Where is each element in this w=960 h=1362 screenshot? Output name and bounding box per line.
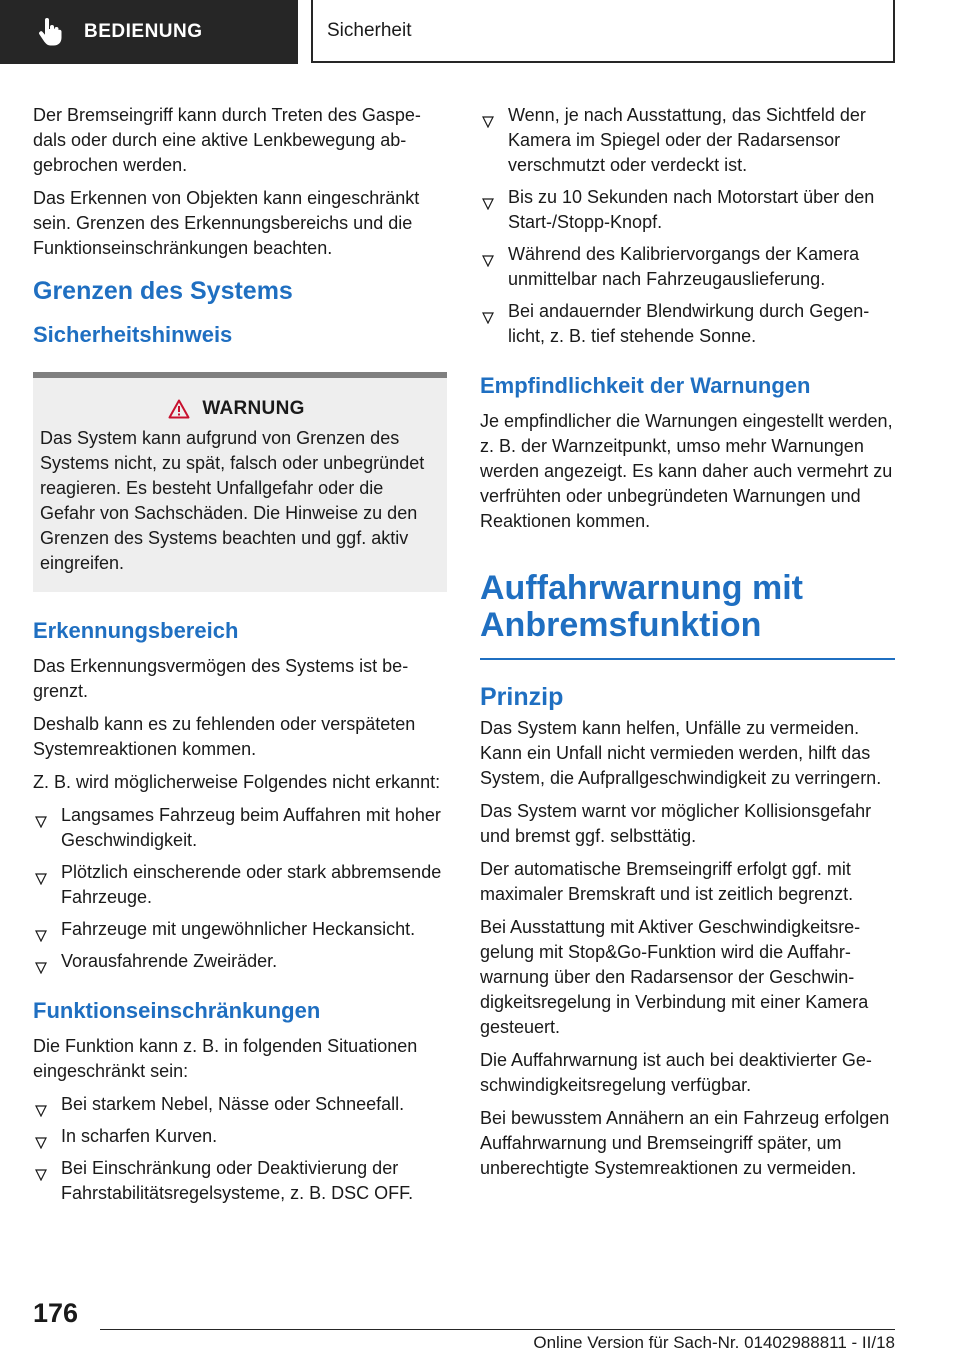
triangle-bullet-icon (35, 867, 47, 879)
triangle-bullet-icon (35, 924, 47, 936)
list-item: Plötzlich einscherende oder stark abbremsende Fahrzeuge. (33, 860, 447, 910)
chapter-title (480, 570, 895, 660)
triangle-bullet-icon (35, 1163, 47, 1175)
paragraph: Deshalb kann es zu fehlenden oder verspäteten Systemreaktionen kommen. (33, 714, 416, 759)
list-item: Vorausfahrende Zweiräder. (33, 949, 447, 974)
list-item: Bis zu 10 Sekunden nach Motorstart über den Start-/Stopp-Knopf. (480, 185, 895, 235)
principle-title: Prinzip (480, 683, 564, 711)
section-tab (311, 0, 895, 63)
warning-title: WARNUNG (202, 398, 305, 419)
paragraph: Bei Ausstattung mit Aktiver Geschwindigkeitsregelung mit Stop&Go-Funktion wird die Auffahrwarnung über den Radarsensor der Geschwindigkeitsregelung in Verbindung mit einer Kamera gesteuert. (480, 917, 869, 1037)
list-item: Langsames Fahrzeug beim Auffahren mit hoher Geschwindigkeit. (33, 803, 447, 853)
paragraph: Das Erkennen von Objekten kann eingeschränkt sein. Grenzen des Erkennungsbereichs und die Funktionseinschränkungen beachten. (33, 188, 420, 258)
safety-title: Sicherheitshinweis (33, 322, 233, 347)
list-item: Bei starkem Nebel, Nässe oder Schneefall. (33, 1092, 447, 1117)
chapter-title-line1: Auffahrwarnung mit (480, 569, 803, 607)
paragraph: Der automatische Bremseingriff erfolgt ggf. mit maximaler Bremskraft und ist zeitlich begrenzt. (480, 859, 854, 904)
warning-triangle-icon (168, 399, 190, 419)
footer-divider (100, 1329, 895, 1330)
list-item: Bei andauernder Blendwirkung durch Gegenlicht, z. B. tief stehende Sonne. (480, 299, 895, 349)
section-title: Grenzen des Systems (33, 277, 293, 305)
online-version-note: Online Version für Sach-Nr. 01402988811 - II/18 (533, 1333, 895, 1352)
limitations-list-continued (480, 103, 895, 349)
right-column (480, 103, 895, 1189)
list-item: Während des Kalibriervorgangs der Kamera unmittelbar nach Fahrzeugauslieferung. (480, 242, 895, 292)
warning-box (33, 372, 447, 592)
paragraph: Bei bewusstem Annähern an ein Fahrzeug erfolgen Auffahrwarnung und Bremseingriff später, um unberechtigte Systemreaktionen zu vermeiden. (480, 1108, 890, 1178)
list-item: Fahrzeuge mit ungewöhnlicher Heckansicht. (33, 917, 447, 942)
chapter-tab (0, 0, 298, 64)
paragraph: Z. B. wird möglicherweise Folgendes nicht erkannt: (33, 772, 441, 792)
section-label: Sicherheit (327, 19, 412, 41)
triangle-bullet-icon (482, 306, 494, 318)
chapter-label: BEDIENUNG (84, 21, 203, 42)
warning-header (40, 398, 433, 420)
list-item: In scharfen Kurven. (33, 1124, 447, 1149)
triangle-bullet-icon (35, 810, 47, 822)
warning-text: Das System kann aufgrund von Grenzen des Systems nicht, zu spät, falsch oder unbegründet reagieren. Es besteht Unfallgefahr oder die Gefahr von Sachschäden. Die Hinweise zu den Grenzen des Systems beachten und ggf. aktiv eingreifen. (40, 428, 425, 573)
page-number: 176 (33, 1298, 79, 1328)
sensitivity-title: Empfindlichkeit der Warnungen (480, 373, 811, 398)
triangle-bullet-icon (35, 1131, 47, 1143)
triangle-bullet-icon (35, 956, 47, 968)
paragraph: Die Auffahrwarnung ist auch bei deaktivierter Geschwindigkeitsregelung verfügbar. (480, 1050, 872, 1095)
triangle-bullet-icon (35, 1099, 47, 1111)
paragraph: Das Erkennungsvermögen des Systems ist begrenzt. (33, 656, 409, 701)
left-column (33, 103, 447, 1214)
paragraph: Je empfindlicher die Warnungen eingestellt werden, z. B. der Warnzeitpunkt, umso mehr Warnungen werden angezeigt. Es kann daher auch vermehrt zu verfrühten oder unbegründeten Warnungen und Reaktionen kommen. (480, 411, 893, 531)
detection-list (33, 803, 447, 974)
triangle-bullet-icon (482, 192, 494, 204)
limitations-title: Funktionseinschränkungen (33, 998, 321, 1023)
paragraph: Das System kann helfen, Unfälle zu vermeiden. Kann ein Unfall nicht vermieden werden, hilft das System, die Aufprallgeschwindigkeit zu verringern. (480, 718, 882, 788)
chapter-title-line2: Anbremsfunktion (480, 606, 762, 644)
triangle-bullet-icon (482, 249, 494, 261)
paragraph: Das System warnt vor möglicher Kollisionsgefahr und bremst ggf. selbsttätig. (480, 801, 872, 846)
limitations-list (33, 1092, 447, 1206)
hand-pointer-icon (38, 17, 64, 47)
detection-title: Erkennungsbereich (33, 618, 239, 643)
triangle-bullet-icon (482, 110, 494, 122)
paragraph: Die Funktion kann z. B. in folgenden Situationen eingeschränkt sein: (33, 1036, 418, 1081)
list-item: Bei Einschränkung oder Deaktivierung der Fahrstabilitätsregelsysteme, z. B. DSC OFF. (33, 1156, 447, 1206)
paragraph: Der Bremseingriff kann durch Treten des Gaspedals oder durch eine aktive Lenkbewegung abgebrochen werden. (33, 105, 421, 175)
list-item: Wenn, je nach Ausstattung, das Sichtfeld der Kamera im Spiegel oder der Radarsensor verschmutzt oder verdeckt ist. (480, 103, 895, 178)
